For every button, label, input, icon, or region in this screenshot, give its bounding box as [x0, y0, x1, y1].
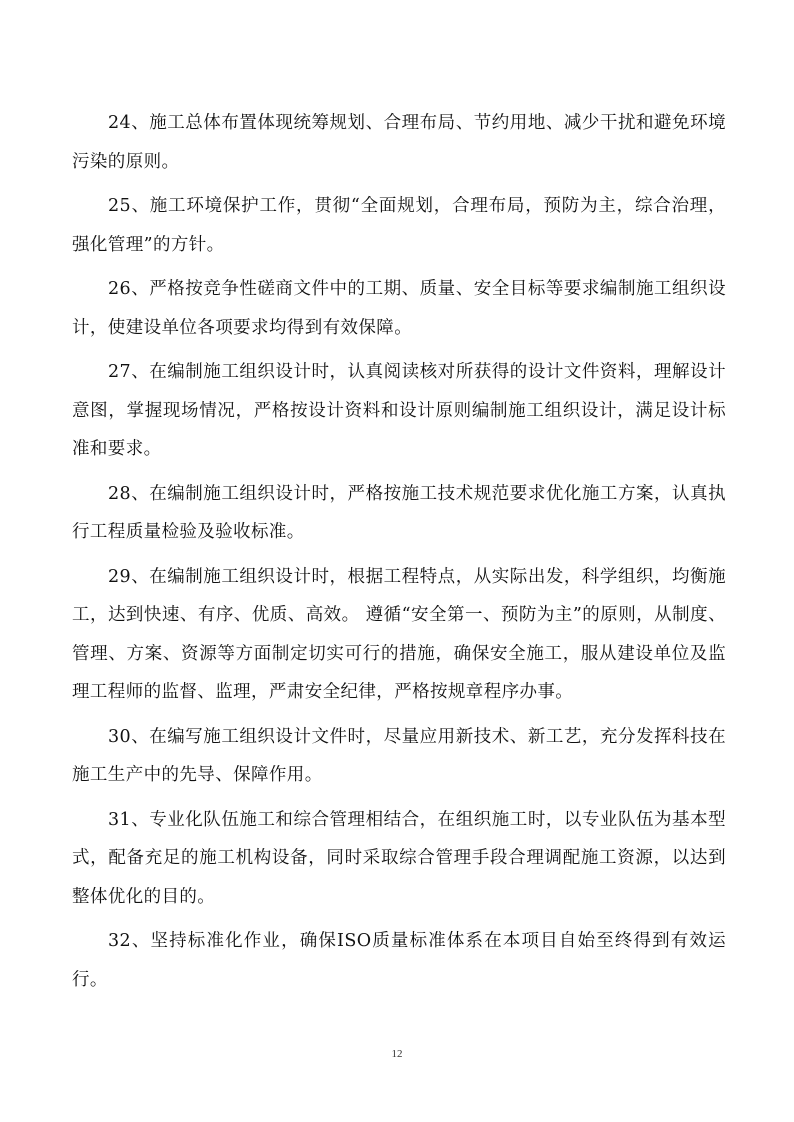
paragraph-26: 26、严格按竞争性磋商文件中的工期、质量、安全目标等要求编制施工组织设计，使建设单位各项要求均得到有效保障。 [72, 279, 726, 338]
document-body [72, 104, 726, 1005]
paragraph-24: 24、施工总体布置体现统筹规划、合理布局、节约用地、减少干扰和避免环境污染的原则。 [72, 113, 726, 172]
paragraph-27: 27、在编制施工组织设计时，认真阅读核对所获得的设计文件资料，理解设计意图，掌握现场情况，严格按设计资料和设计原则编制施工组织设计，满足设计标准和要求。 [72, 362, 726, 459]
page-number: 12 [391, 1048, 403, 1060]
paragraph-31: 31、专业化队伍施工和综合管理相结合，在组织施工时，以专业队伍为基本型式，配备充足的施工机构设备，同时采取综合管理手段合理调配施工资源，以达到整体优化的目的。 [72, 809, 726, 907]
paragraph-28: 28、在编制施工组织设计时，严格按施工技术规范要求优化施工方案，认真执行工程质量检验及验收标准。 [72, 483, 726, 542]
paragraph-29: 29、在编制施工组织设计时，根据工程特点，从实际出发，科学组织，均衡施工，达到快速、有序、优质、高效。 遵循“安全第一、预防为主”的原则，从制度、管理、方案、资源等方面制定切实可行的措施，确保安全施工，服从建设单位及监理工程师的监督、监理，严肃安全纪律，严格按规章程序办事。 [72, 566, 726, 702]
paragraph-30: 30、在编写施工组织设计文件时，尽量应用新技术、新工艺，充分发挥科技在施工生产中的先导、保障作用。 [72, 726, 726, 785]
paragraph-25: 25、施工环境保护工作，贯彻“全面规划，合理布局，预防为主，综合治理，强化管理”的方针。 [72, 196, 726, 255]
paragraph-32: 32、坚持标准化作业，确保ISO质量标准体系在本项目自始至终得到有效运行。 [72, 931, 726, 990]
